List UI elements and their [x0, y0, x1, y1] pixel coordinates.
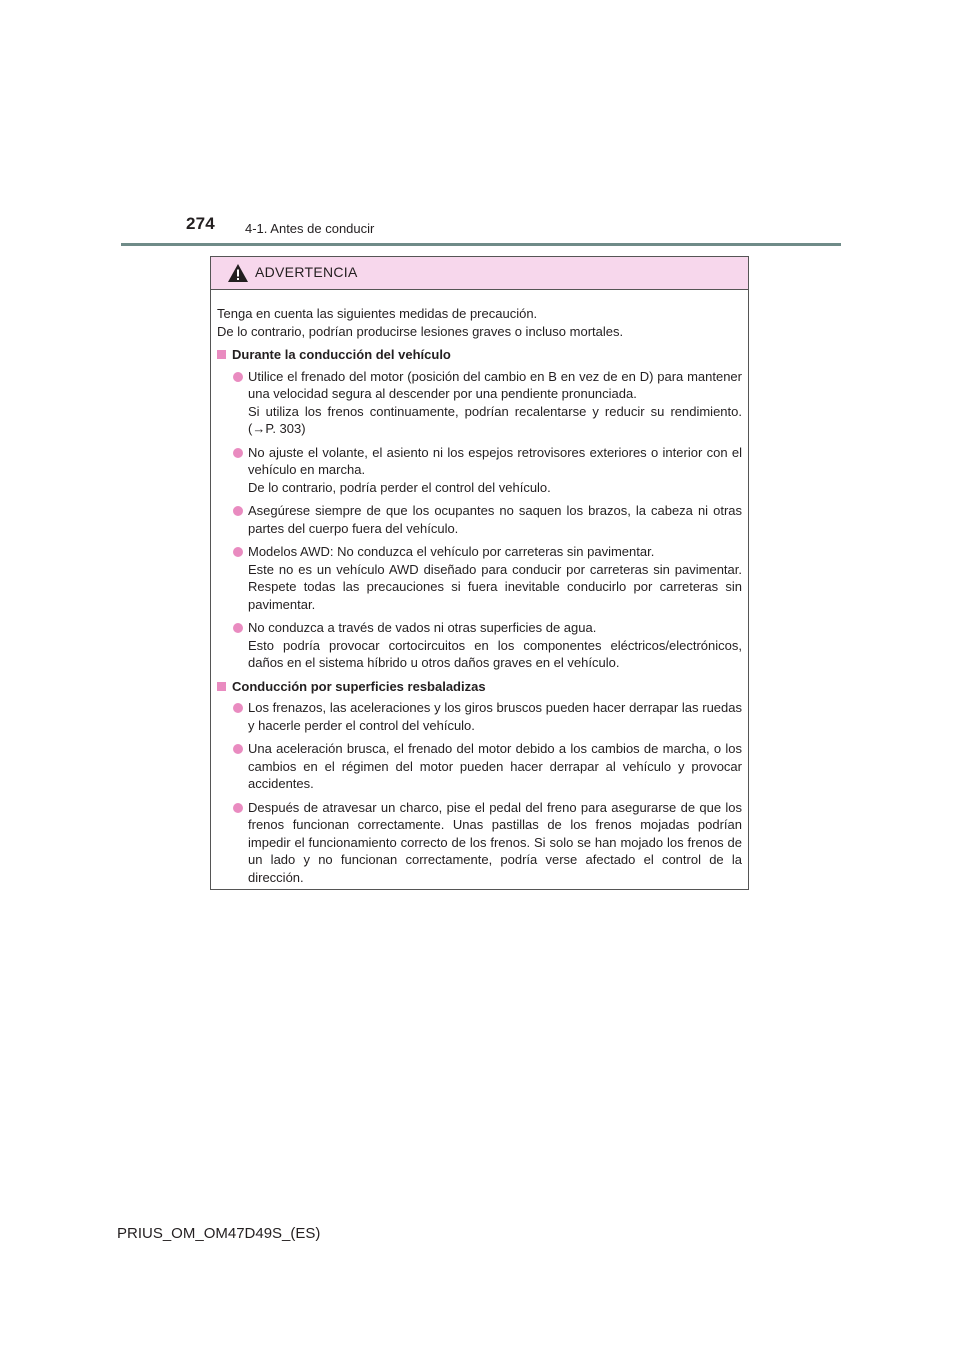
intro-line: Tenga en cuenta las siguientes medidas de precaución. [217, 306, 538, 321]
item-text: De lo contrario, podría perder el control del vehículo. [248, 479, 551, 495]
round-bullet-icon [233, 744, 243, 754]
round-bullet-icon [233, 623, 243, 633]
section-heading-text: Conducción por superficies resbaladizas [232, 678, 486, 694]
warning-header [211, 257, 748, 290]
warning-box [210, 256, 749, 890]
section-heading-text: Durante la conducción del vehículo [232, 347, 451, 362]
warning-triangle-icon [227, 263, 249, 283]
item-text: Utilice el frenado del motor (posición del cambio en B en vez de en D) para mantener una velocidad segura al descender por una pendiente pronunciada. [248, 368, 742, 401]
list-item [217, 502, 742, 537]
section-heading [217, 346, 742, 364]
warning-intro [217, 305, 742, 340]
item-text: Los frenazos, las aceleraciones y los giros bruscos pueden hacer derrapar las ruedas y hacerle perder el control del vehículo. [248, 700, 742, 733]
square-bullet-icon [217, 350, 226, 359]
list-item [217, 699, 742, 734]
item-text: Si utiliza los frenos continuamente, podrían recalentarse y reducir su rendimiento. (→P. 303) [248, 403, 742, 436]
round-bullet-icon [233, 547, 243, 557]
list-item [217, 799, 742, 887]
item-text: No conduzca a través de vados ni otras superficies de agua. [248, 620, 597, 635]
document-code: PRIUS_OM_OM47D49S_(ES) [117, 1225, 321, 1242]
round-bullet-icon [233, 506, 243, 516]
list-item [217, 444, 742, 497]
item-text: Modelos AWD: No conduzca el vehículo por carreteras sin pavimentar. [248, 544, 655, 559]
round-bullet-icon [233, 703, 243, 713]
item-text: Después de atravesar un charco, pise el pedal del freno para asegurarse de que los frenos funcionan correctamente. Unas pastillas de los frenos mojadas podrían impedir el funcionamiento correcto de los frenos. Si solo se han mojado los frenos de un lado y no funcionan correctamente, podría verse afectado el control de la dirección. [248, 799, 742, 885]
round-bullet-icon [233, 803, 243, 813]
item-text: Una aceleración brusca, el frenado del motor debido a los cambios de marcha, o los cambios en el régimen del motor pueden hacer derrapar al vehículo y provocar accidentes. [248, 741, 742, 791]
item-text: Asegúrese siempre de que los ocupantes no saquen los brazos, la cabeza ni otras partes del cuerpo fuera del vehículo. [248, 503, 742, 536]
item-text: No ajuste el volante, el asiento ni los espejos retrovisores exteriores o interior con el vehículo en marcha. [248, 444, 742, 477]
item-text: Esto podría provocar cortocircuitos en los componentes eléctricos/electrónicos, daños en el sistema híbrido u otros daños graves en el vehículo. [248, 637, 742, 670]
section-title: 4-1. Antes de conducir [245, 221, 375, 236]
page-number: 274 [186, 214, 215, 233]
item-text: Este no es un vehículo AWD diseñado para conducir por carreteras sin pavimentar. Respete todas las precauciones si fuera inevitable conducirlo por carreteras sin pavimentar. [248, 561, 742, 612]
section-heading [217, 678, 742, 696]
list-item [217, 740, 742, 793]
list-item [217, 543, 742, 613]
warning-title: ADVERTENCIA [255, 264, 358, 280]
square-bullet-icon [217, 682, 226, 691]
round-bullet-icon [233, 372, 243, 382]
list-item [217, 619, 742, 672]
intro-line: De lo contrario, podrían producirse lesiones graves o incluso mortales. [217, 323, 624, 339]
list-item [217, 368, 742, 438]
warning-body [211, 290, 748, 886]
header-divider [121, 243, 841, 246]
round-bullet-icon [233, 448, 243, 458]
